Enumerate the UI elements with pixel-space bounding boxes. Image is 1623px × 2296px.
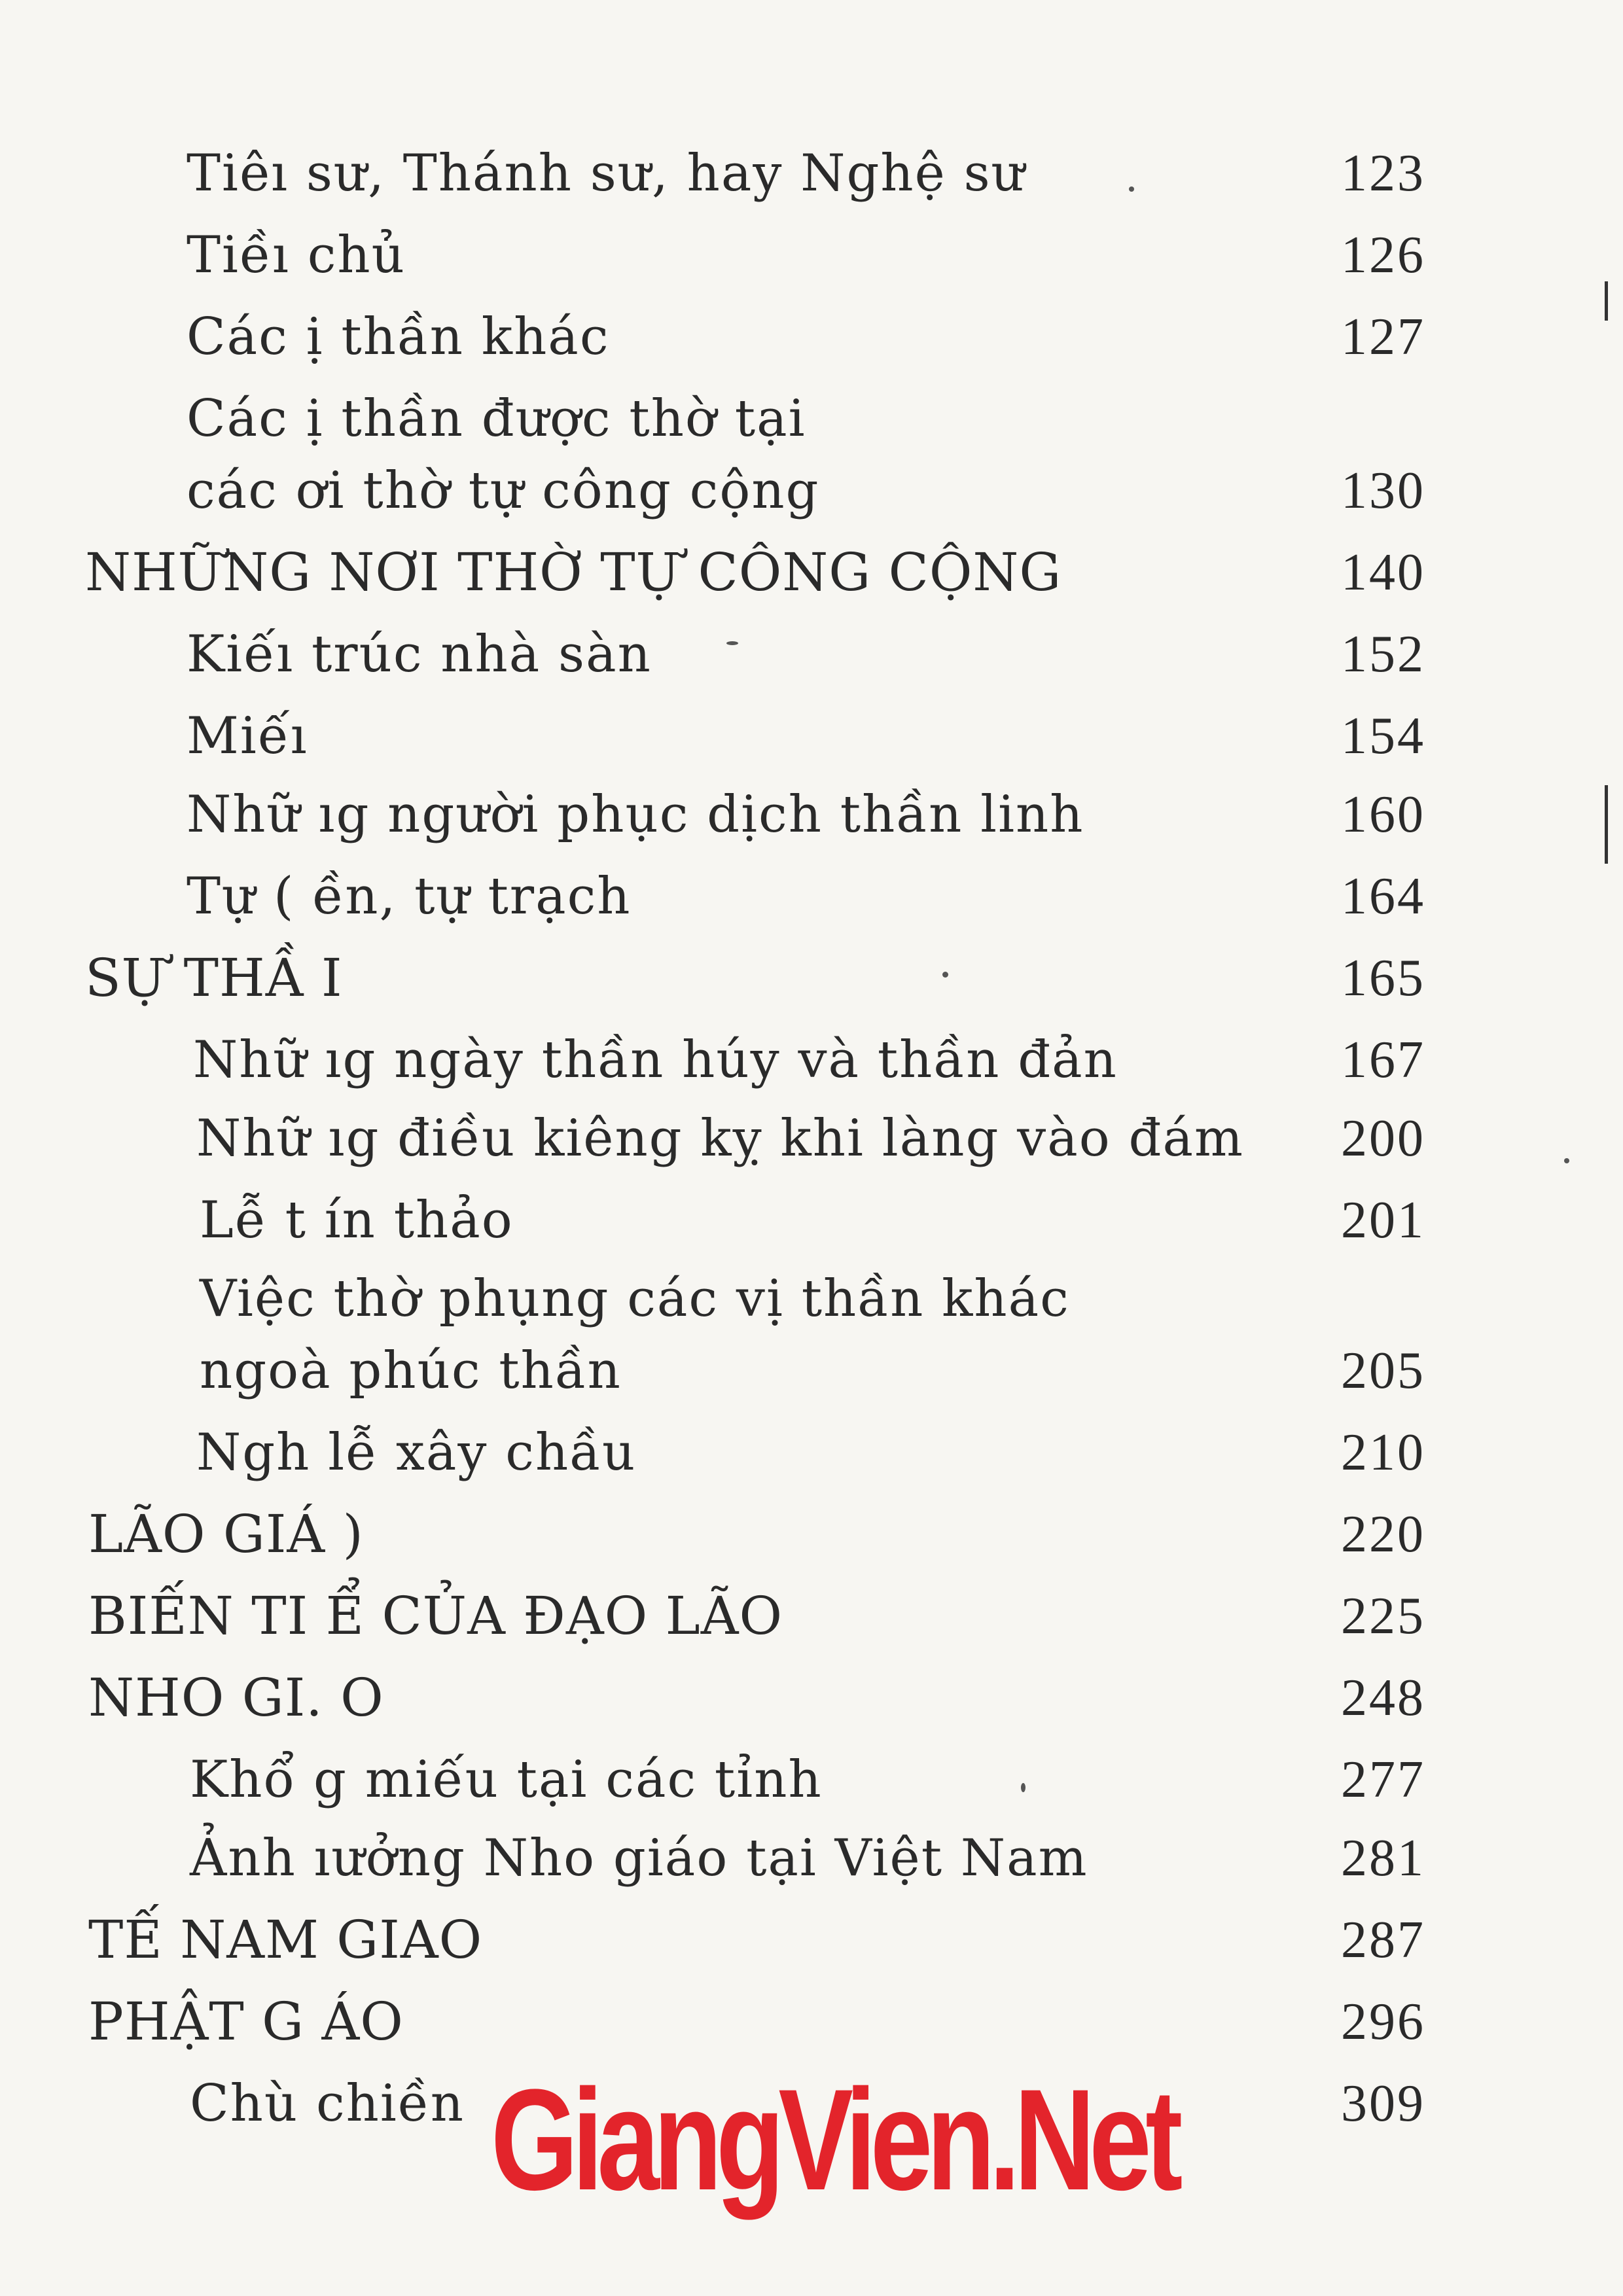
toc-entry xyxy=(0,775,1623,854)
toc-entry-page: 309 xyxy=(1341,2075,1425,2132)
toc-entry xyxy=(0,1495,1623,1574)
dust-speck xyxy=(942,972,948,978)
toc-entry xyxy=(0,298,1623,376)
toc-entry-page: 201 xyxy=(1341,1192,1425,1249)
toc-entry-page: 281 xyxy=(1341,1829,1425,1887)
toc-entry-page: 225 xyxy=(1341,1587,1425,1645)
toc-entry-page: 210 xyxy=(1341,1424,1425,1481)
toc-entry-title: SỰ THẦ I xyxy=(85,947,343,1008)
toc-entry xyxy=(0,1332,1623,1410)
toc-entry-page: 152 xyxy=(1341,626,1425,683)
toc-entry-title: TẾ NAM GIAO xyxy=(88,1909,483,1970)
toc-entry xyxy=(0,1099,1623,1178)
toc-entry-title: Khổ g miếu tại các tỉnh xyxy=(190,1750,823,1809)
toc-entry-page: 140 xyxy=(1341,544,1425,601)
dust-speck xyxy=(726,641,738,645)
toc-entry-title: NHỮNG NƠI THỜ TỰ CÔNG CỘNG xyxy=(85,542,1062,603)
dust-speck xyxy=(1021,1783,1026,1792)
toc-entry xyxy=(0,1983,1623,2061)
toc-entry xyxy=(0,1901,1623,1979)
toc-entry-page: 200 xyxy=(1341,1110,1425,1167)
toc-entry-page: 220 xyxy=(1341,1506,1425,1563)
toc-entry-title: NHO GI. O xyxy=(88,1667,384,1728)
toc-entry-page: 248 xyxy=(1341,1669,1425,1727)
toc-entry-page: 154 xyxy=(1341,707,1425,765)
watermark-logo: GiangVien.Net xyxy=(491,2059,1177,2220)
toc-entry-page: 130 xyxy=(1341,462,1425,520)
toc-entry-title: Nhữ ıg điều kiêng kỵ khi làng vào đám xyxy=(196,1109,1244,1168)
binding-mark xyxy=(1605,281,1608,321)
toc-entry-page: 296 xyxy=(1341,1993,1425,2051)
toc-entry-title: Ngh lễ xây chầu xyxy=(196,1423,637,1482)
toc-entry xyxy=(0,615,1623,694)
toc-entry-title: Các ị thần khác xyxy=(187,308,610,366)
toc-entry xyxy=(0,939,1623,1017)
toc-entry xyxy=(0,1659,1623,1737)
toc-entry-title: BIẾN TI Ể CỦA ĐẠO LÃO xyxy=(88,1585,783,1646)
toc-entry-title: Kiếı trúc nhà sàn xyxy=(187,625,652,684)
toc-entry xyxy=(0,1819,1623,1898)
toc-entry-page: 165 xyxy=(1341,949,1425,1007)
toc-entry-title: Các ị thần được thờ tại xyxy=(187,389,806,448)
toc-entry-title: các ơi thờ tự công cộng xyxy=(187,461,820,520)
toc-entry-title: Việc thờ phụng các vị thần khác xyxy=(200,1269,1070,1328)
toc-entry-page: 287 xyxy=(1341,1911,1425,1969)
toc-entry xyxy=(0,451,1623,530)
dust-speck xyxy=(1129,186,1134,192)
toc-entry-page: 167 xyxy=(1341,1031,1425,1089)
toc-entry-title: Chù chiền xyxy=(190,2074,465,2133)
toc-entry xyxy=(0,697,1623,775)
toc-entry-title: Nhữ ıg ngày thần húy và thần đản xyxy=(193,1031,1118,1089)
toc-entry-page: 127 xyxy=(1341,308,1425,366)
toc-entry-title: Tiềı chủ xyxy=(187,226,406,285)
toc-entry xyxy=(0,1413,1623,1492)
toc-entry-page: 123 xyxy=(1341,145,1425,202)
toc-entry-page: 164 xyxy=(1341,868,1425,925)
toc-entry-title: Nhữ ıg người phục dịch thần linh xyxy=(187,785,1084,844)
toc-entry xyxy=(0,1260,1623,1338)
toc-entry-title: Ảnh ıưởng Nho giáo tại Việt Nam xyxy=(190,1829,1088,1888)
binding-mark xyxy=(1605,785,1608,864)
toc-entry xyxy=(0,1577,1623,1655)
toc-entry xyxy=(0,134,1623,213)
toc-entry xyxy=(0,380,1623,458)
toc-entry xyxy=(0,1740,1623,1819)
toc-entry-title: PHẬT G ÁO xyxy=(88,1991,404,2052)
toc-entry-title: Tiêı sư, Thánh sư, hay Nghệ sư xyxy=(187,144,1026,203)
toc-entry-page: 205 xyxy=(1341,1342,1425,1400)
toc-entry xyxy=(0,1021,1623,1099)
toc-entry-title: ngoà phúc thần xyxy=(200,1341,622,1400)
toc-entry-page: 277 xyxy=(1341,1751,1425,1809)
toc-entry-title: Tự ( ền, tự trạch xyxy=(187,867,632,926)
toc-entry xyxy=(0,533,1623,612)
toc-entry-page: 160 xyxy=(1341,786,1425,843)
toc-entry xyxy=(0,857,1623,936)
toc-entry-page: 126 xyxy=(1341,226,1425,284)
toc-entry-title: Miếı xyxy=(187,707,308,766)
toc-entry-title: Lễ t ín thảo xyxy=(200,1191,514,1250)
toc-entry-title: LÃO GIÁ ) xyxy=(88,1504,364,1564)
dust-speck xyxy=(1564,1158,1569,1163)
toc-entry xyxy=(0,1181,1623,1260)
toc-entry xyxy=(0,216,1623,294)
